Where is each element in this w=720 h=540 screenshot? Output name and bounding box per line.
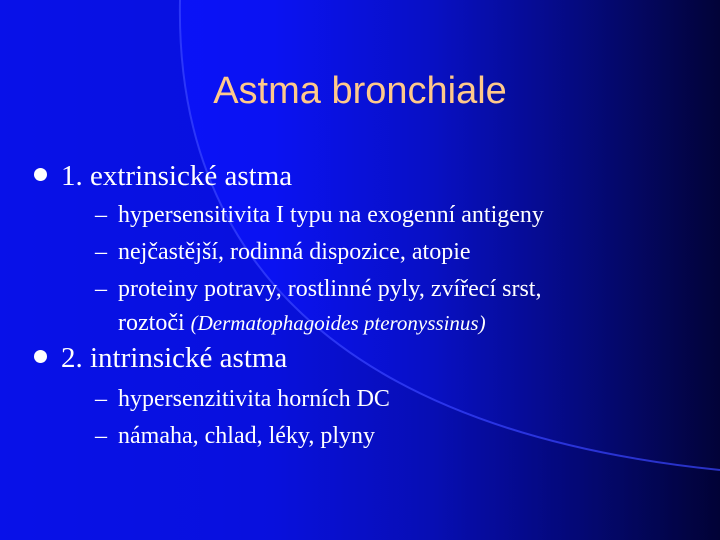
dash-icon: – bbox=[95, 239, 107, 265]
sub-item bbox=[95, 202, 544, 229]
sub-item-label: proteiny potravy, rostlinné pyly, zvířecí srst, bbox=[118, 276, 542, 302]
bullet-label: 1. extrinsické astma bbox=[61, 160, 293, 192]
bullet-label: 2. intrinsické astma bbox=[61, 342, 288, 374]
dash-icon: – bbox=[95, 423, 107, 449]
bullet-dot-icon bbox=[34, 168, 47, 181]
sub-item bbox=[95, 239, 471, 266]
sub-item-label: nejčastější, rodinná dispozice, atopie bbox=[118, 239, 471, 265]
bullet-extrinsic bbox=[34, 160, 292, 193]
bullet-dot-icon bbox=[34, 350, 47, 363]
latin-name: (Dermatophagoides pteronyssinus) bbox=[190, 311, 486, 335]
sub-item-label: hypersenzitivita horních DC bbox=[118, 386, 390, 412]
sub-item-continuation bbox=[118, 310, 486, 337]
sub-item bbox=[95, 276, 541, 303]
sub-item bbox=[95, 386, 390, 413]
dash-icon: – bbox=[95, 276, 107, 302]
sub-item-label: hypersensitivita I typu na exogenní antigeny bbox=[118, 202, 544, 228]
bullet-intrinsic bbox=[34, 342, 287, 375]
continuation-text: roztoči bbox=[118, 310, 185, 336]
dash-icon: – bbox=[95, 386, 107, 412]
sub-item-label: námaha, chlad, léky, plyny bbox=[118, 423, 376, 449]
dash-icon: – bbox=[95, 202, 107, 228]
sub-item bbox=[95, 423, 375, 450]
slide-title: Astma bronchiale bbox=[213, 70, 507, 112]
